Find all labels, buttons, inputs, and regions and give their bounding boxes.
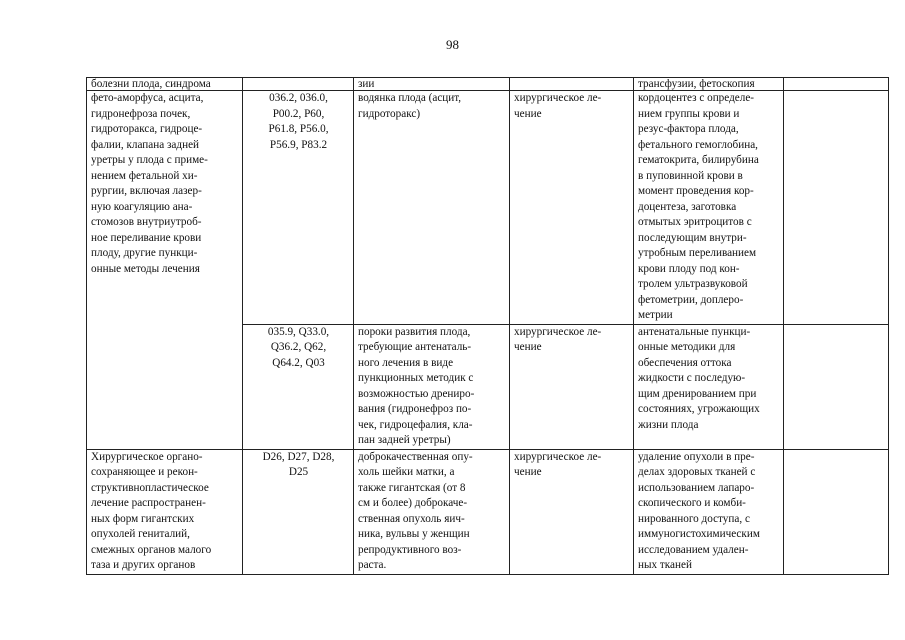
cell-text-line: P61.8, P56.0, <box>268 123 329 135</box>
cell-text-line: щим дренированием при <box>638 387 757 400</box>
cell-text-line: также гигантская (от 8 <box>358 481 466 494</box>
treatment-type-cell <box>510 91 634 325</box>
page-number: 98 <box>446 37 459 52</box>
patient-model-cell <box>354 91 510 325</box>
cell-text-line: отмытых эритроцитов с <box>638 216 752 228</box>
icd-codes-cell <box>243 324 354 449</box>
table-row <box>87 449 889 574</box>
cell-text-line: фалии, клапана задней <box>91 138 200 151</box>
patient-model-cell <box>354 449 510 574</box>
cell-text-line: исследованием удален- <box>638 543 749 556</box>
care-name-cell <box>87 78 243 91</box>
table-row <box>87 78 889 91</box>
cell-text-line: фетометрии, доплеро- <box>638 293 744 306</box>
cell-text-line: зии <box>358 78 375 90</box>
cell-text-line: ных тканей <box>638 559 692 571</box>
treatment-method-cell <box>634 91 784 325</box>
cell-text-line: ных форм гигантских <box>91 512 195 525</box>
cell-text-line: доцентеза, заготовка <box>638 200 737 213</box>
cell-text-line: P00.2, P60, <box>272 107 325 120</box>
cell-text-line: D25 <box>288 466 309 478</box>
patient-model-cell <box>354 324 510 449</box>
cost-cell <box>784 324 889 449</box>
cell-text-line: жизни плода <box>638 418 699 431</box>
cell-text-line: Q36.2, Q62, <box>270 341 327 353</box>
cell-text-line: резус-фактора плода, <box>638 123 739 135</box>
care-name-cell <box>87 449 243 574</box>
cell-text-line: антенатальные пункци- <box>638 325 751 338</box>
care-name-cell <box>87 91 243 450</box>
table-row <box>87 91 889 325</box>
treatment-method-cell <box>634 78 784 91</box>
cell-text-line: Хирургическое органо- <box>91 450 203 463</box>
cell-text-line: пан задней уретры) <box>358 434 451 446</box>
cell-text-line: рургии, включая лазер- <box>91 185 202 197</box>
cell-text-line: пункционных методик с <box>358 372 474 384</box>
cell-text-line: скопического и комби- <box>638 497 746 509</box>
cell-text-line: кордоцентез с определе- <box>638 92 755 104</box>
cell-text-line: гематокрита, билирубина <box>638 154 759 166</box>
cell-text-line: гидроторакс) <box>358 107 421 120</box>
cell-text-line: момент проведения кор- <box>638 185 754 197</box>
cost-cell <box>784 78 889 91</box>
cell-text-line: в пуповинной крови в <box>638 169 743 182</box>
icd-codes-cell <box>243 78 354 91</box>
cell-text-line: обеспечения оттока <box>638 356 732 369</box>
cost-cell <box>784 449 889 574</box>
cell-text-line: нением фетальной хи- <box>91 169 198 182</box>
cell-text-line: D26, D27, D28, <box>262 450 335 463</box>
cell-text-line: онные методы лечения <box>91 262 200 275</box>
treatment-type-cell <box>510 324 634 449</box>
treatment-type-cell <box>510 449 634 574</box>
cell-text-line: структивнопластическое <box>91 481 209 494</box>
cell-text-line: водянка плода (асцит, <box>358 92 462 104</box>
cell-text-line: пороки развития плода, <box>358 325 471 338</box>
cell-text-line: метрии <box>638 309 673 321</box>
cell-text-line: ного лечения в виде <box>358 356 454 369</box>
cell-text-line: хирургическое ле- <box>514 325 602 338</box>
cell-text-line: хирургическое ле- <box>514 450 602 463</box>
cell-text-line: холь шейки матки, а <box>358 466 455 478</box>
treatment-type-cell <box>510 78 634 91</box>
cell-text-line: чек, гидроцефалия, кла- <box>358 418 473 431</box>
cell-text-line: жидкости с последую- <box>638 372 746 384</box>
cell-text-line: нием группы крови и <box>638 107 740 120</box>
cell-text-line: смежных органов малого <box>91 543 212 556</box>
cell-text-line: трансфузии, фетоскопия <box>638 78 755 90</box>
cell-text-line: чение <box>514 107 542 120</box>
treatment-method-cell <box>634 449 784 574</box>
cell-text-line: иммуногистохимическим <box>638 528 760 540</box>
cell-text-line: 035.9, Q33.0, <box>267 325 330 338</box>
cell-text-line: ственная опухоль яич- <box>358 512 465 525</box>
treatment-method-cell <box>634 324 784 449</box>
cell-text-line: тролем ультразвуковой <box>638 278 748 290</box>
cell-text-line: последующим внутри- <box>638 231 747 244</box>
cell-text-line: фето-аморфуса, асцита, <box>91 92 204 104</box>
cell-text-line: см и более) доброкаче- <box>358 497 468 509</box>
cell-text-line: уретры у плода с приме- <box>91 154 208 166</box>
cell-text-line: делах здоровых тканей с <box>638 466 756 478</box>
cell-text-line: сохраняющее и рекон- <box>91 466 198 478</box>
cell-text-line: Q64.2, Q03 <box>272 356 325 369</box>
icd-codes-cell <box>243 449 354 574</box>
patient-model-cell <box>354 78 510 91</box>
cell-text-line: опухолей гениталий, <box>91 528 190 540</box>
cell-text-line: вания (гидронефроз по- <box>358 403 472 415</box>
cell-text-line: раста. <box>358 559 387 571</box>
cell-text-line: лечение распространен- <box>91 497 206 509</box>
cell-text-line: гидронефроза почек, <box>91 107 191 120</box>
cell-text-line: фетального гемоглобина, <box>638 138 758 151</box>
icd-codes-cell <box>243 91 354 325</box>
cell-text-line: утробным переливанием <box>638 247 757 259</box>
cell-text-line: чение <box>514 341 542 353</box>
cell-text-line: использованием лапаро- <box>638 481 755 494</box>
cell-text-line: таза и других органов <box>91 559 196 571</box>
cell-text-line: удаление опухоли в пре- <box>638 450 755 463</box>
cell-text-line: ника, вульвы у женщин <box>358 528 470 540</box>
cell-text-line: возможностью дрениро- <box>358 387 475 400</box>
cell-text-line: требующие антенаталь- <box>358 341 472 353</box>
cell-text-line: крови плоду под кон- <box>638 262 740 275</box>
cell-text-line: состояниях, угрожающих <box>638 403 760 415</box>
cell-text-line: 036.2, 036.0, <box>269 92 328 104</box>
cell-text-line: доброкачественная опу- <box>358 450 473 463</box>
cell-text-line: ное переливание крови <box>91 231 202 244</box>
cell-text-line: P56.9, P83.2 <box>269 138 328 151</box>
cell-text-line: гидроторакса, гидроце- <box>91 123 203 135</box>
cell-text-line: хирургическое ле- <box>514 92 602 104</box>
cell-text-line: нированного доступа, с <box>638 512 750 525</box>
cell-text-line: чение <box>514 466 542 478</box>
medical-care-table <box>86 77 889 575</box>
cell-text-line: стомозов внутриутроб- <box>91 216 202 228</box>
cell-text-line: болезни плода, синдрома <box>91 78 211 90</box>
cost-cell <box>784 91 889 325</box>
cell-text-line: плоду, другие пункци- <box>91 247 198 259</box>
cell-text-line: ную коагуляцию ана- <box>91 200 193 213</box>
cell-text-line: репродуктивного воз- <box>358 543 462 556</box>
cell-text-line: онные методики для <box>638 341 736 353</box>
